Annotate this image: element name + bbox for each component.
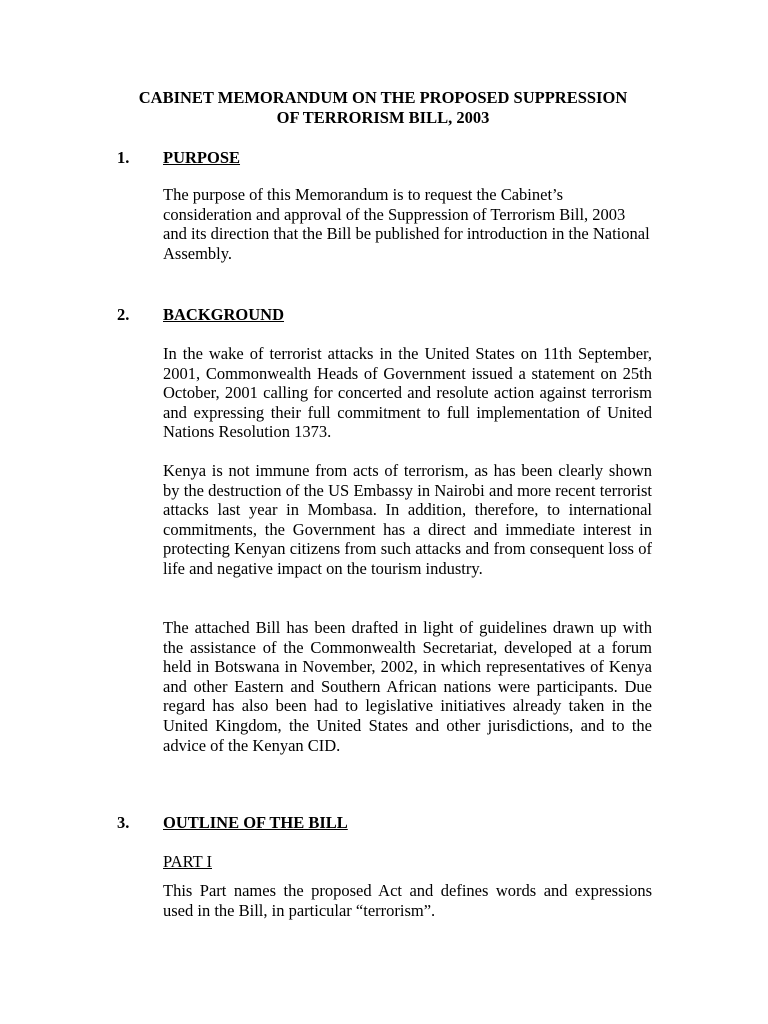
- section-heading-outline: [117, 813, 348, 833]
- purpose-paragraph: The purpose of this Memorandum is to request the Cabinet’s consideration and approval of the Suppression of Terrorism Bill, 2003 and its direction that the Bill be published for introduction in the National Assembly.: [163, 185, 650, 263]
- section-title: OUTLINE OF THE BILL: [163, 813, 348, 832]
- section-number: 3.: [117, 813, 130, 832]
- section-number: 1.: [117, 148, 130, 167]
- document-title: [100, 88, 666, 128]
- part-1-paragraph: This Part names the proposed Act and defines words and expressions used in the Bill, in particular “terrorism”.: [163, 881, 652, 920]
- section-title: BACKGROUND: [163, 305, 285, 324]
- title-line-2: OF TERRORISM BILL, 2003: [276, 108, 490, 127]
- background-paragraph-2: Kenya is not immune from acts of terrorism, as has been clearly shown by the destruction of the US Embassy in Nairobi and more recent terrorist attacks last year in Mombasa. In addition, therefore, to international commitments, the Government has a direct and immediate interest in protecting Kenyan citizens from such attacks and from consequent loss of life and negative impact on the tourism industry.: [163, 461, 652, 578]
- section-heading-background: [117, 305, 284, 325]
- section-heading-purpose: [117, 148, 240, 168]
- section-title: PURPOSE: [163, 148, 241, 167]
- part-heading: PART I: [163, 852, 212, 871]
- title-line-1: CABINET MEMORANDUM ON THE PROPOSED SUPPRESSION: [138, 88, 628, 107]
- background-paragraph-3: The attached Bill has been drafted in light of guidelines drawn up with the assistance of the Commonwealth Secretariat, developed at a forum held in Botswana in November, 2002, in which representatives of Kenya and other Eastern and Southern African nations were participants. Due regard has also been had to legislative initiatives already taken in the United Kingdom, the United States and other jurisdictions, and to the advice of the Kenyan CID.: [163, 618, 652, 755]
- background-paragraph-1: In the wake of terrorist attacks in the United States on 11th September, 2001, Commonwealth Heads of Government issued a statement on 25th October, 2001 calling for concerted and resolute action against terrorism and expressing their full commitment to full implementation of United Nations Resolution 1373.: [163, 344, 652, 442]
- section-number: 2.: [117, 305, 130, 324]
